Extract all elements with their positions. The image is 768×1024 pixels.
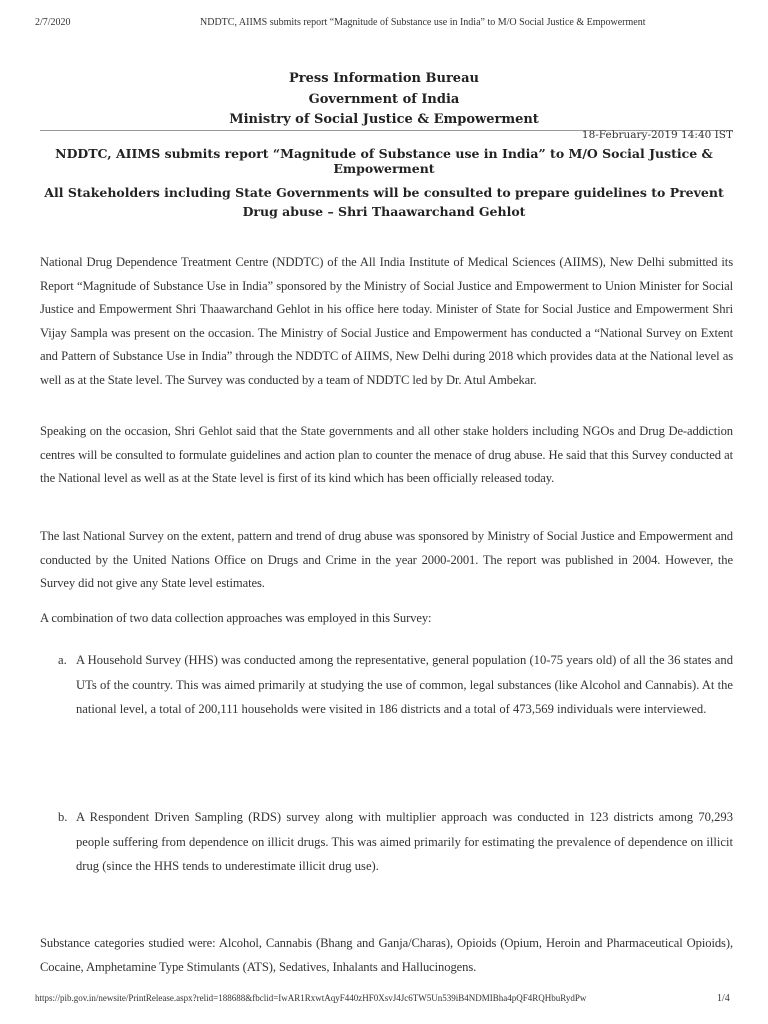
print-page-number: 1/4 bbox=[717, 993, 730, 1004]
body-paragraph: The last National Survey on the extent, pattern and trend of drug abuse was sponsored by Ministry of Social Justice and Empowerment and conducted by the United Nations Office on Drugs and Crime in the year 2000-2001. The report was published in 2004. However, the Survey did not give any State level estimates. bbox=[40, 529, 733, 590]
print-page-title: NDDTC, AIIMS submits report “Magnitude of Substance use in India” to M/O Social Justice & Empowerment bbox=[200, 17, 646, 28]
body-paragraph: National Drug Dependence Treatment Centre (NDDTC) of the All India Institute of Medical Sciences (AIIMS), New Delhi submitted its Report “Magnitude of Substance Use in India” sponsored by the Ministry of Social Justice and Empowerment to Union Minister for Social Justice and Empowerment Shri Thaawarchand Gehlot in his office here today. Minister of State for Social Justice and Empowerment Shri Vijay Sampla was present on the occasion. The Ministry of Social Justice and Empowerment has conducted a “National Survey on Extent and Pattern of Substance Use in India” through the NDDTC of AIIMS, New Delhi during 2018 which provides data at the National level as well as at the State level. The Survey was conducted by a team of NDDTC led by Dr. Atul Ambekar. bbox=[40, 255, 733, 387]
list-marker: a. bbox=[58, 653, 67, 667]
body-paragraph: Speaking on the occasion, Shri Gehlot said that the State governments and all other stake holders including NGOs and Drug De-addiction centres will be consulted to formulate guidelines and action plan to counter the menace of drug abuse. He said that this Survey conducted at the National level as well as at the State level is first of its kind which has been officially released today. bbox=[40, 424, 733, 485]
ministry-name: Ministry of Social Justice & Empowerment bbox=[229, 112, 539, 127]
release-datetime: 18-February-2019 14:40 IST bbox=[581, 129, 733, 141]
government-name: Government of India bbox=[308, 92, 460, 107]
list-item-text: A Household Survey (HHS) was conducted among the representative, general population (10-75 years old) of all the 36 states and UTs of the country. This was aimed primarily at studying the use of common, legal substances (like Alcohol and Cannabis). At the national level, a total of 200,111 households were visited in 186 districts and a total of 473,569 individuals were interviewed. bbox=[76, 653, 733, 716]
list-item-text: A Respondent Driven Sampling (RDS) survey along with multiplier approach was conducted in 123 districts among 70,293 people suffering from dependence on illicit drugs. This was aimed primarily for estimating the prevalence of dependence on illicit drug (since the HHS tends to underestimate illicit drug use). bbox=[76, 810, 733, 873]
press-release-headline: NDDTC, AIIMS submits report “Magnitude of Substance use in India” to M/O Social Justice & Empowerment bbox=[55, 146, 713, 176]
body-paragraph: Substance categories studied were: Alcohol, Cannabis (Bhang and Ganja/Charas), Opioids (Opium, Heroin and Pharmaceutical Opioids), Cocaine, Amphetamine Type Stimulants (ATS), Sedatives, Inhalants and Hallucinogens. bbox=[40, 936, 733, 974]
list-marker: b. bbox=[58, 810, 68, 824]
list-item bbox=[58, 805, 733, 879]
bureau-name: Press Information Bureau bbox=[289, 71, 479, 86]
print-url: https://pib.gov.in/newsite/PrintRelease.aspx?relid=188688&fbclid=IwAR1RxwtAqyF440zHF0XsvJ4Jc6TW5Un539iB4NDMIBha4pQF4RQHbuRydPw bbox=[35, 993, 587, 1003]
print-date: 2/7/2020 bbox=[35, 17, 71, 28]
list-item bbox=[58, 648, 733, 722]
body-paragraph: A combination of two data collection approaches was employed in this Survey: bbox=[40, 611, 432, 625]
press-release-subheadline: All Stakeholders including State Governments will be consulted to prepare guidelines to Prevent Drug abuse – Shri Thaawarchand Gehlot bbox=[44, 185, 724, 219]
